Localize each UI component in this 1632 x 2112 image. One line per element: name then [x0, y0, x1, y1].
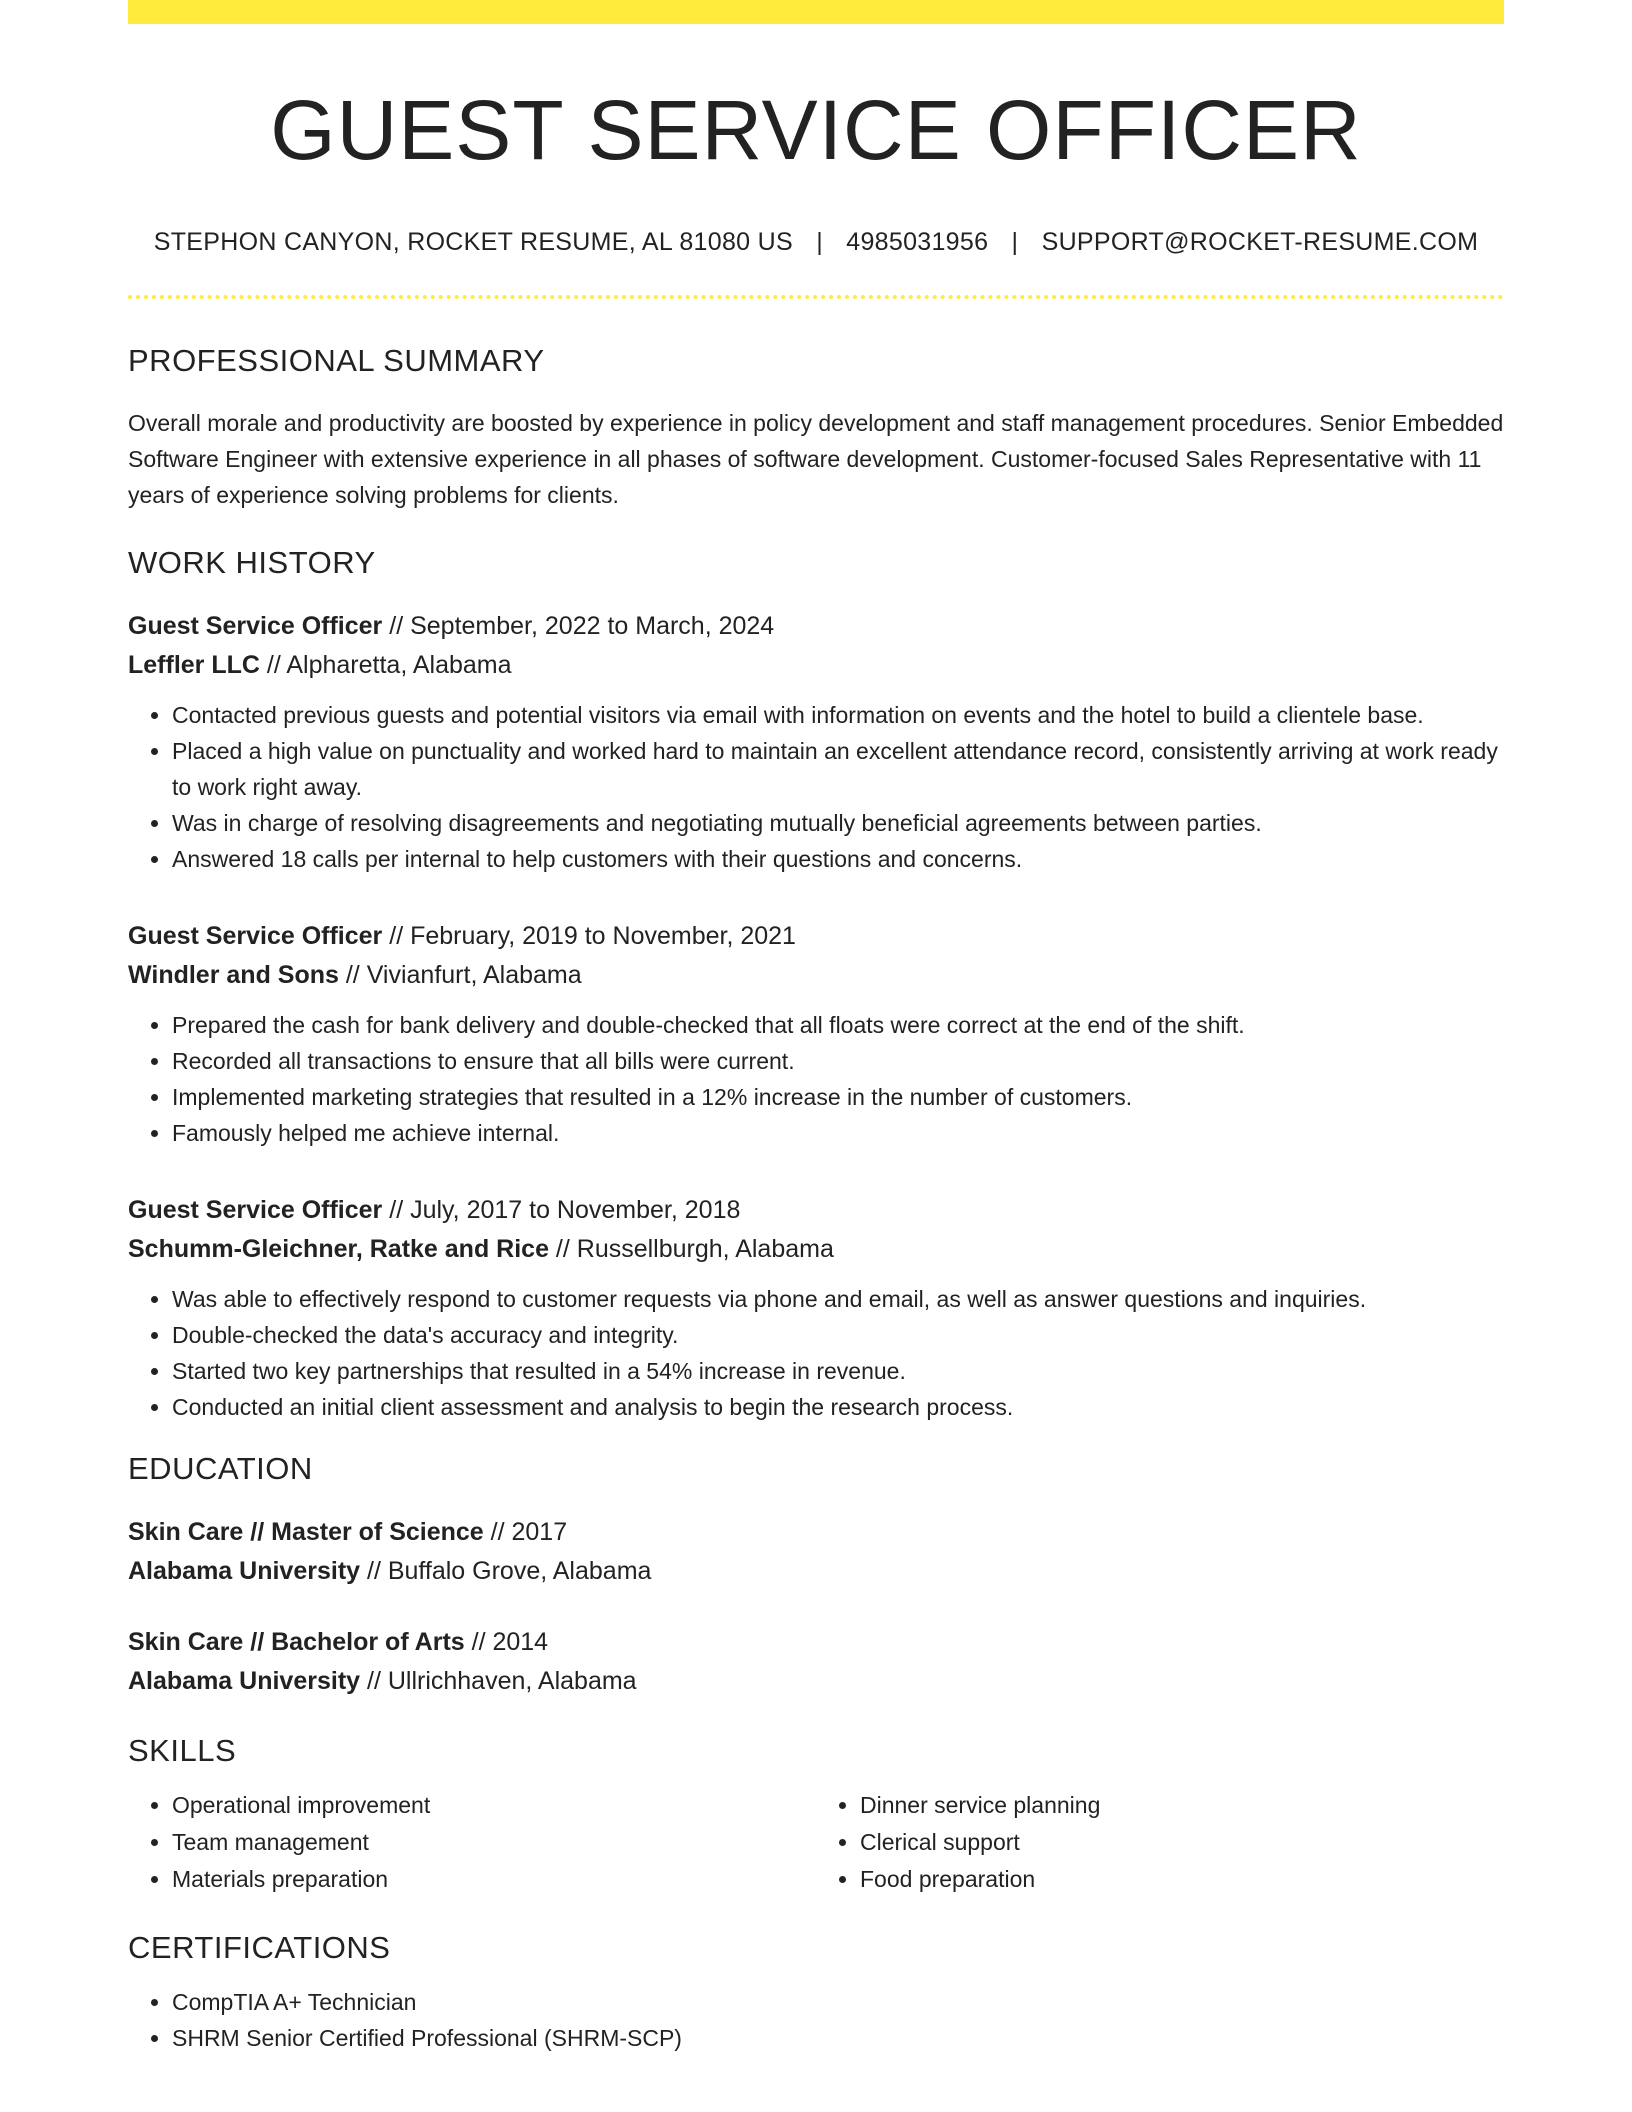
summary-text: Overall morale and productivity are boosted by experience in policy development and staff management procedures. Senior Embedded Software Engineer with extensive experience in all phases of software development. Customer-focused Sales Representative with 11 years of experience solving problems for clients.	[128, 410, 1504, 509]
contact-email[interactable]: SUPPORT@ROCKET-RESUME.COM	[1041, 228, 1479, 257]
education-entry	[128, 1513, 1504, 1591]
job-company: Windler and Sons	[128, 961, 339, 990]
dotted-divider	[128, 295, 1504, 299]
list-item: • SHRM Senior Certified Professional (SHRM-SCP)	[172, 2020, 1504, 2056]
resume-page	[128, 0, 1504, 2056]
list-item: • Recorded all transactions to ensure that all bills were current.	[172, 1043, 1504, 1079]
section-title-work-history: WORK HISTORY	[128, 545, 376, 581]
job-company-line	[128, 1230, 1504, 1269]
page-title: GUEST SERVICE OFFICER	[270, 83, 1362, 177]
job-title-line	[128, 917, 1504, 956]
contact-separator: |	[816, 228, 823, 257]
contact-address: STEPHON CANYON, ROCKET RESUME, AL 81080 US	[153, 228, 793, 257]
education-location: // Buffalo Grove, Alabama	[360, 1557, 652, 1586]
job-title: Guest Service Officer	[128, 612, 383, 641]
education-year: // 2017	[483, 1518, 568, 1547]
skills-column-left	[128, 1787, 816, 1898]
section-title-skills: SKILLS	[128, 1733, 237, 1769]
list-item: • Materials preparation	[172, 1861, 816, 1898]
list-item: • Answered 18 calls per internal to help customers with their questions and concerns.	[172, 841, 1504, 877]
job-company: Leffler LLC	[128, 651, 260, 680]
education-school: Alabama University	[128, 1557, 361, 1586]
skills-list	[128, 1787, 1504, 1898]
education-school: Alabama University	[128, 1667, 361, 1696]
list-item: • Was in charge of resolving disagreements and negotiating mutually beneficial agreements between parties.	[172, 805, 1504, 841]
skills-column-right	[816, 1787, 1504, 1898]
job-company: Schumm-Gleichner, Ratke and Rice	[128, 1235, 549, 1264]
job-entry	[128, 917, 1504, 1151]
job-title-line	[128, 1191, 1504, 1230]
job-company-line	[128, 956, 1504, 995]
education-entry	[128, 1623, 1504, 1701]
section-title-education: EDUCATION	[128, 1451, 313, 1487]
education-year: // 2014	[464, 1628, 549, 1657]
education-school-line	[128, 1662, 1504, 1701]
job-bullets	[128, 697, 1504, 877]
contact-phone[interactable]: 4985031956	[846, 228, 989, 257]
education-location: // Ullrichhaven, Alabama	[360, 1667, 637, 1696]
list-item: • Famously helped me achieve internal.	[172, 1115, 1504, 1151]
list-item: • Contacted previous guests and potential visitors via email with information on events and the hotel to build a clientele base.	[172, 697, 1504, 733]
section-title-summary: PROFESSIONAL SUMMARY	[128, 343, 545, 379]
contact-line	[128, 228, 1504, 257]
list-item: • Dinner service planning	[860, 1787, 1504, 1824]
job-entry	[128, 607, 1504, 877]
list-item: • Clerical support	[860, 1824, 1504, 1861]
list-item: • Placed a high value on punctuality and worked hard to maintain an excellent attendance record, consistently arriving at work ready to work right away.	[172, 733, 1504, 805]
job-entry	[128, 1191, 1504, 1425]
job-title: Guest Service Officer	[128, 1196, 383, 1225]
list-item: • Implemented marketing strategies that resulted in a 12% increase in the number of customers.	[172, 1079, 1504, 1115]
education-degree: Skin Care // Bachelor of Arts	[128, 1628, 465, 1657]
list-item: • Team management	[172, 1824, 816, 1861]
list-item: • Was able to effectively respond to customer requests via phone and email, as well as answer questions and inquiries.	[172, 1281, 1504, 1317]
job-location: // Vivianfurt, Alabama	[338, 961, 582, 990]
list-item: • Double-checked the data's accuracy and integrity.	[172, 1317, 1504, 1353]
contact-separator: |	[1011, 228, 1019, 257]
list-item: • Food preparation	[860, 1861, 1504, 1898]
education-school-line	[128, 1552, 1504, 1591]
education-degree-line	[128, 1623, 1504, 1662]
job-location: // Alpharetta, Alabama	[259, 651, 512, 680]
list-item: • Conducted an initial client assessment and analysis to begin the research process.	[172, 1389, 1504, 1425]
job-bullets	[128, 1281, 1504, 1425]
job-dates: // July, 2017 to November, 2018	[382, 1196, 741, 1225]
list-item: • Operational improvement	[172, 1787, 816, 1824]
job-dates: // September, 2022 to March, 2024	[382, 612, 775, 641]
job-location: // Russellburgh, Alabama	[548, 1235, 834, 1264]
job-title-line	[128, 607, 1504, 646]
list-item: • CompTIA A+ Technician	[172, 1984, 1504, 2020]
job-bullets	[128, 1007, 1504, 1151]
job-title: Guest Service Officer	[128, 922, 383, 951]
education-degree-line	[128, 1513, 1504, 1552]
list-item: • Prepared the cash for bank delivery and double-checked that all floats were correct at the end of the shift.	[172, 1007, 1504, 1043]
job-dates: // February, 2019 to November, 2021	[382, 922, 796, 951]
top-accent-bar	[128, 0, 1504, 24]
certifications-list	[128, 1984, 1504, 2056]
job-company-line	[128, 646, 1504, 685]
list-item: • Started two key partnerships that resulted in a 54% increase in revenue.	[172, 1353, 1504, 1389]
section-title-certifications: CERTIFICATIONS	[128, 1930, 391, 1966]
education-degree: Skin Care // Master of Science	[128, 1518, 484, 1547]
